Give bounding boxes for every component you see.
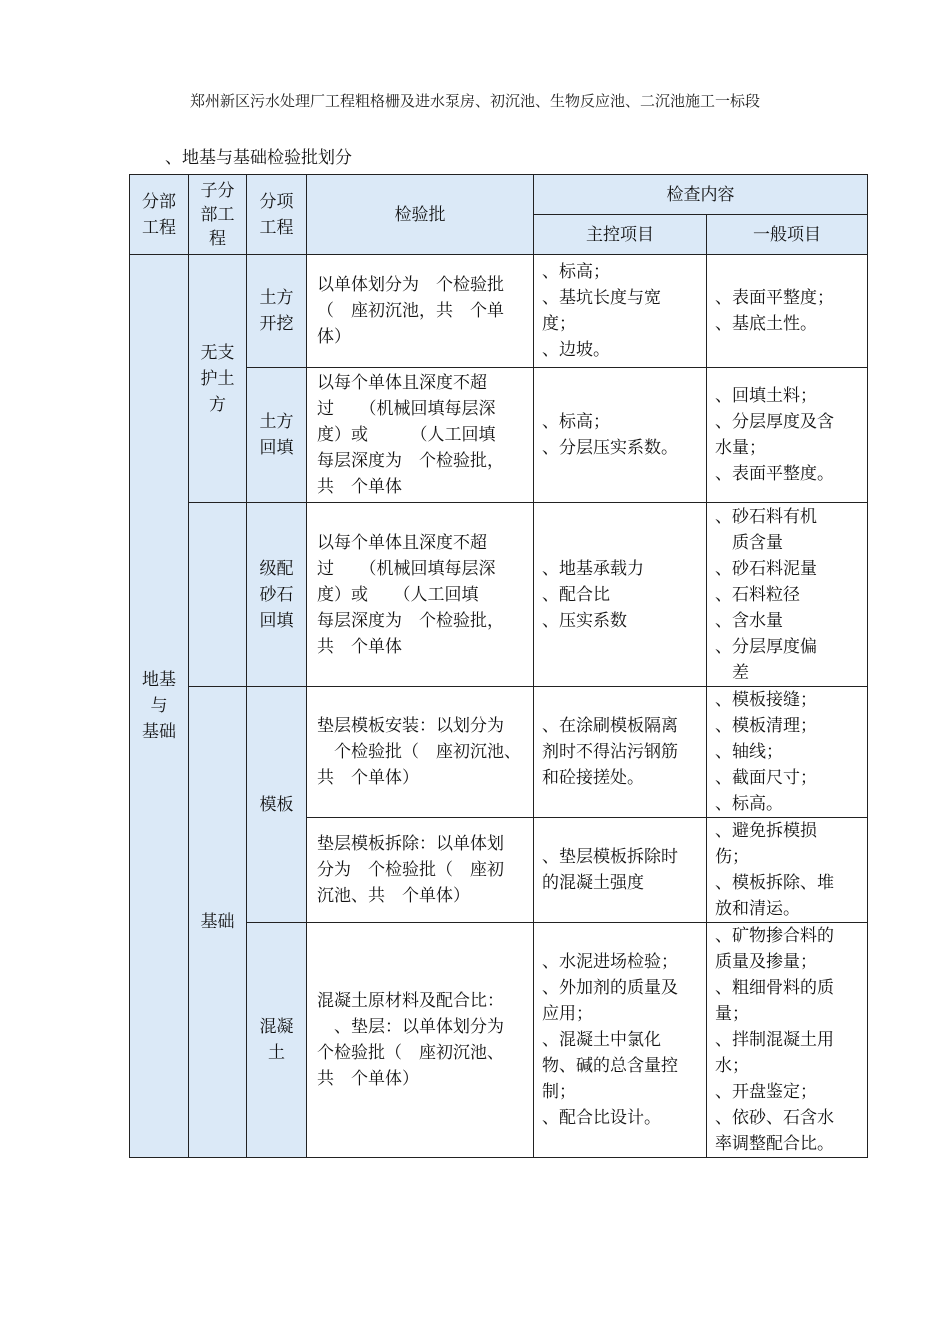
batch-cell: 垫层模板安装：以划分为 个检验批（ 座初沉池、 共 个单体）	[307, 687, 534, 818]
main-items-cell: 、标高； 、分层压实系数。	[534, 368, 707, 503]
batch-cell: 垫层模板拆除：以单体划 分为 个检验批（ 座初 沉池、共 个单体）	[307, 818, 534, 923]
main-items-cell: 、地基承载力 、配合比 、压实系数	[534, 503, 707, 687]
section-title: 、地基与基础检验批划分	[165, 148, 352, 168]
main-items-cell: 、在涂刷模板隔离 剂时不得沾污钢筋 和砼接搓处。	[534, 687, 707, 818]
header-fenbu: 分部 工程	[130, 175, 189, 255]
batch-cell: 以每个单体且深度不超 过 （机械回填每层深 度）或 （人工回填 每层深度为 个检验批， 共 个单体	[307, 368, 534, 503]
batch-cell: 以单体划分为 个检验批 （ 座初沉池，共 个单 体）	[307, 255, 534, 368]
fenxiang-cell: 混凝 土	[247, 923, 307, 1158]
batch-cell: 混凝土原材料及配合比： 、垫层：以单体划分为 个检验批（ 座初沉池、 共 个单体）	[307, 923, 534, 1158]
header-zifenbu: 子分 部工 程	[189, 175, 247, 255]
fenxiang-cell: 土方 开挖	[247, 255, 307, 368]
fenxiang-cell: 模板	[247, 687, 307, 923]
table-row	[130, 687, 868, 818]
header-jianyanpi: 检验批	[307, 175, 534, 255]
general-items-cell: 、表面平整度； 、基底土性。	[707, 255, 868, 368]
table-row	[130, 503, 868, 687]
general-items-cell: 、回填土料； 、分层厚度及含 水量； 、表面平整度。	[707, 368, 868, 503]
group-wuzhihu: 无支 护土 方	[189, 255, 247, 503]
batch-cell: 以每个单体且深度不超 过 （机械回填每层深 度）或 （人工回填 每层深度为 个检验批， 共 个单体	[307, 503, 534, 687]
general-items-cell: 、矿物掺合料的 质量及掺量； 、粗细骨料的质 量； 、拌制混凝土用 水； 、开盘鉴定； 、依砂、石含水 率调整配合比。	[707, 923, 868, 1158]
inspection-batch-table	[129, 174, 868, 1158]
main-items-cell: 、垫层模板拆除时 的混凝土强度	[534, 818, 707, 923]
fenxiang-cell: 级配 砂石 回填	[247, 503, 307, 687]
page-header: 郑州新区污水处理厂工程粗格栅及进水泵房、初沉池、生物反应池、二沉池施工一标段	[189, 92, 760, 110]
general-items-cell: 、砂石料有机 质含量 、砂石料泥量 、石料粒径 、含水量 、分层厚度偏 差	[707, 503, 868, 687]
main-items-cell: 、水泥进场检验； 、外加剂的质量及 应用； 、混凝土中氯化 物、碱的总含量控 制； 、配合比设计。	[534, 923, 707, 1158]
general-items-cell: 、避免拆模损 伤； 、模板拆除、堆 放和清运。	[707, 818, 868, 923]
fenxiang-cell: 土方 回填	[247, 368, 307, 503]
header-jiancha: 检查内容	[534, 175, 868, 215]
general-items-cell: 、模板接缝； 、模板清理； 、轴线； 、截面尺寸； 、标高。	[707, 687, 868, 818]
header-yiban: 一般项目	[707, 215, 868, 255]
group-empty	[189, 503, 247, 687]
main-items-cell: 、标高； 、基坑长度与宽 度； 、边坡。	[534, 255, 707, 368]
group-jichu: 基础	[189, 687, 247, 1158]
header-zhukong: 主控项目	[534, 215, 707, 255]
fenbu-cell: 地基 与 基础	[130, 255, 189, 1158]
header-fenxiang: 分项 工程	[247, 175, 307, 255]
table-row	[130, 255, 868, 368]
